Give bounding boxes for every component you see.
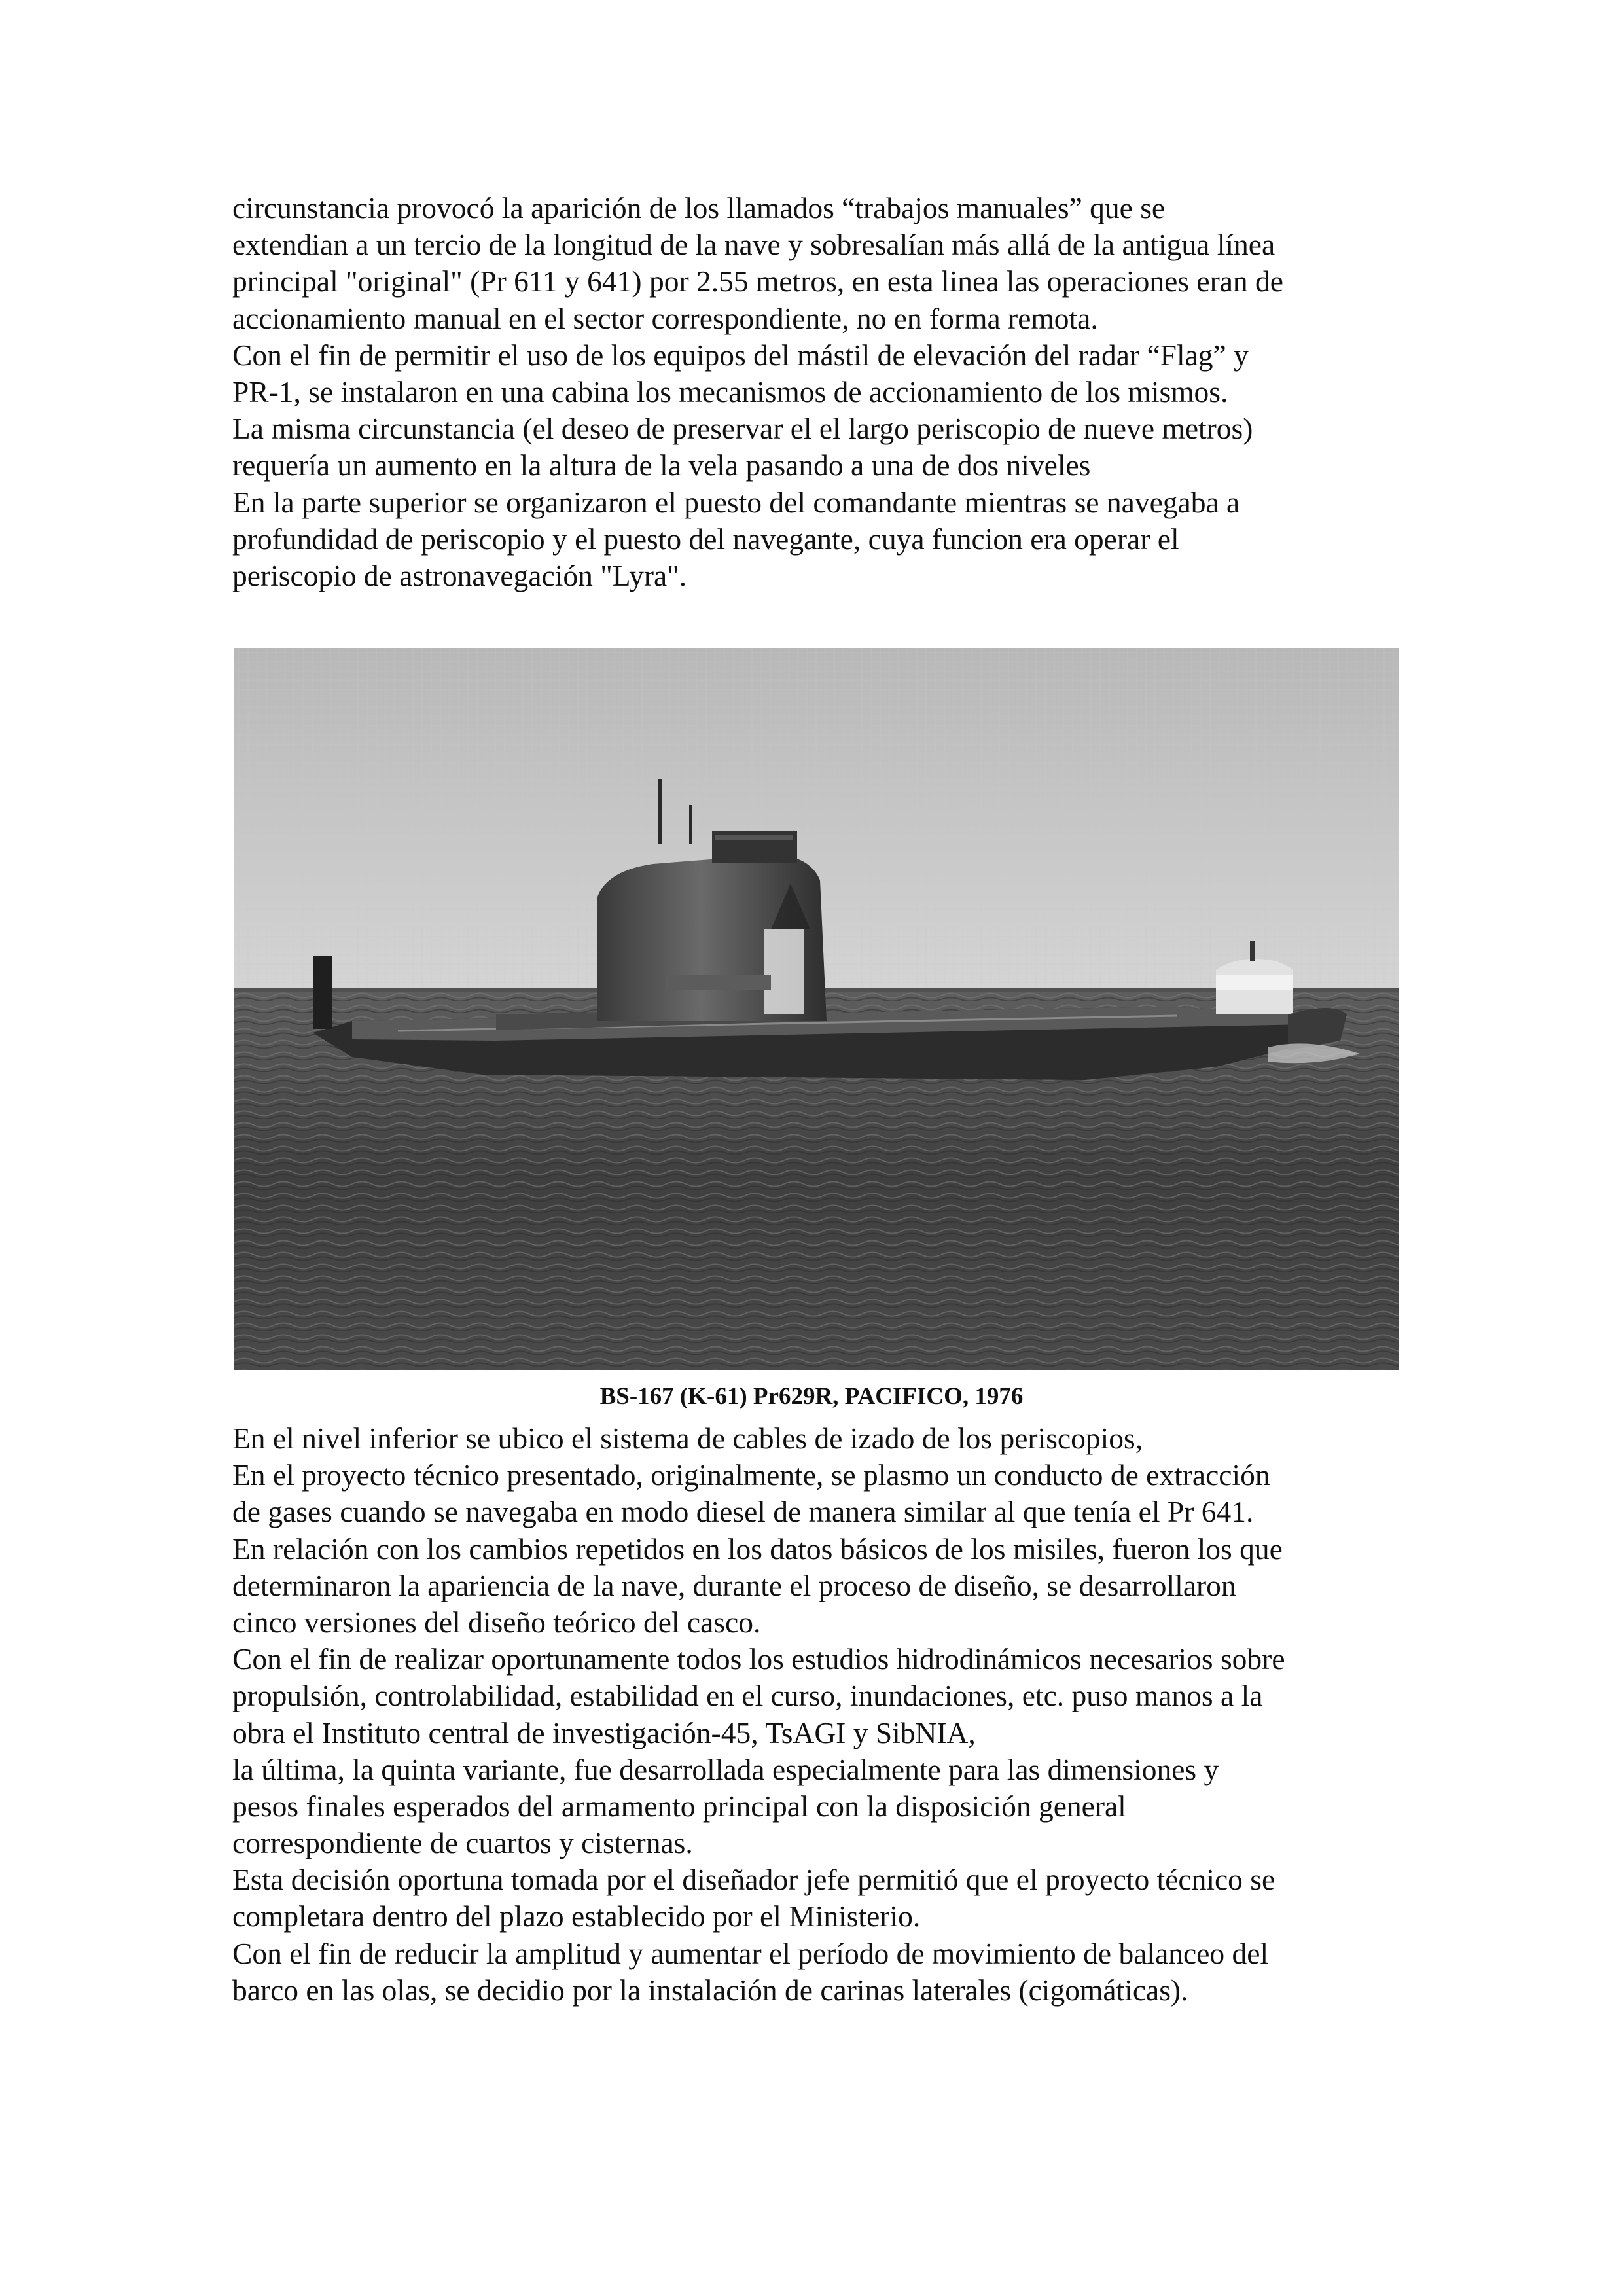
text-line: accionamiento manual en el sector correspondiente, no en forma remota. <box>232 301 1098 335</box>
text-line: En el proyecto técnico presentado, originalmente, se plasmo un conducto de extracción <box>232 1458 1270 1492</box>
figure-caption: BS-167 (K-61) Pr629R, PACIFICO, 1976 <box>599 1383 1024 1410</box>
submarine-photo-drawing <box>234 648 1399 1370</box>
submarine-photo <box>234 648 1399 1370</box>
text-line: En relación con los cambios repetidos en los datos básicos de los misiles, fueron los que <box>232 1532 1283 1566</box>
text-line: La misma circunstancia (el deseo de preservar el el largo periscopio de nueve metros) <box>232 412 1253 446</box>
body-text-bottom <box>232 1420 1404 2009</box>
text-line: obra el Instituto central de investigación-45, TsAGI y SibNIA, <box>232 1715 976 1749</box>
text-line: la última, la quinta variante, fue desarrollada especialmente para las dimensiones y <box>232 1752 1219 1786</box>
text-line: circunstancia provocó la aparición de los llamados “trabajos manuales” que se <box>232 191 1166 224</box>
text-line: requería un aumento en la altura de la vela pasando a una de dos niveles <box>232 448 1091 482</box>
text-line: determinaron la apariencia de la nave, durante el proceso de diseño, se desarrollaron <box>232 1568 1236 1602</box>
text-line: En la parte superior se organizaron el puesto del comandante mientras se navegaba a <box>232 485 1240 519</box>
text-line: profundidad de periscopio y el puesto del navegante, cuya funcion era operar el <box>232 522 1179 556</box>
text-line: pesos finales esperados del armamento principal con la disposición general <box>232 1789 1126 1823</box>
text-line: cinco versiones del diseño teórico del casco. <box>232 1605 761 1639</box>
text-line: Esta decisión oportuna tomada por el diseñador jefe permitió que el proyecto técnico se <box>232 1863 1275 1897</box>
text-line: Con el fin de reducir la amplitud y aumentar el período de movimiento de balanceo del <box>232 1936 1269 1970</box>
text-line: propulsión, controlabilidad, estabilidad en el curso, inundaciones, etc. puso manos a la <box>232 1679 1263 1713</box>
text-line: En el nivel inferior se ubico el sistema de cables de izado de los periscopios, <box>232 1422 1143 1455</box>
text-line: extendian a un tercio de la longitud de la nave y sobresalían más allá de la antigua línea <box>232 228 1275 262</box>
text-line: periscopio de astronavegación "Lyra". <box>232 558 687 592</box>
text-line: Con el fin de permitir el uso de los equipos del mástil de elevación del radar “Flag” y <box>232 338 1249 372</box>
body-text-top <box>232 190 1404 594</box>
text-line: de gases cuando se navegaba en modo diesel de manera similar al que tenía el Pr 641. <box>232 1495 1254 1529</box>
text-line: completara dentro del plazo establecido por el Ministerio. <box>232 1899 921 1933</box>
text-line: PR-1, se instalaron en una cabina los mecanismos de accionamiento de los mismos. <box>232 374 1228 408</box>
text-line: barco en las olas, se decidio por la instalación de carinas laterales (cigomáticas). <box>232 1973 1188 2007</box>
text-line: correspondiente de cuartos y cisternas. <box>232 1826 693 1860</box>
text-line: principal "original" (Pr 611 y 641) por 2.55 metros, en esta linea las operaciones eran de <box>232 264 1283 298</box>
text-line: Con el fin de realizar oportunamente todos los estudios hidrodinámicos necesarios sobre <box>232 1642 1285 1676</box>
